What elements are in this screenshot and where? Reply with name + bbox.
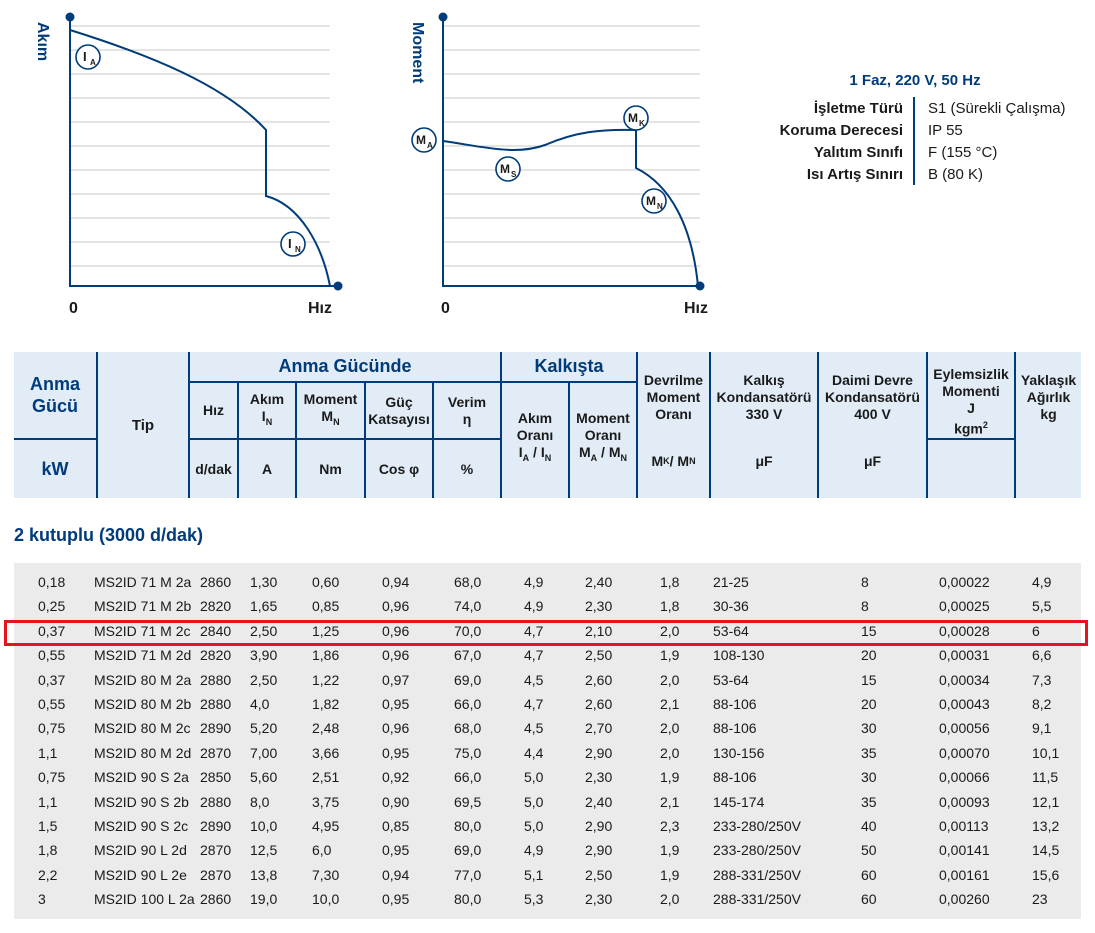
cell-moment-orani: 2,90 xyxy=(585,818,613,834)
cell-verim: 66,0 xyxy=(454,769,482,786)
cell-verim: 77,0 xyxy=(454,866,482,883)
cell-verim: 80,0 xyxy=(454,818,482,834)
cell-kalkis-kond: 30-36 xyxy=(713,598,749,615)
cell-cos-phi: 0,94 xyxy=(382,866,410,883)
cell-devrilme: 2,1 xyxy=(660,696,680,712)
cell-devrilme: 2,1 xyxy=(660,793,680,810)
cell-agirlik: 9,1 xyxy=(1032,720,1052,737)
cell-daimi-kond: 60 xyxy=(861,866,877,883)
cell-daimi-kond: 20 xyxy=(861,647,877,664)
spec-key: Koruma Derecesi xyxy=(779,121,903,139)
torque-y-axis-end xyxy=(439,13,448,22)
cell-kw: 0,37 xyxy=(38,671,66,688)
col-akim-unit: A xyxy=(261,460,273,477)
highlighted-row-frame xyxy=(4,620,1088,646)
cell-moment-orani: 2,50 xyxy=(585,866,613,883)
cell-verim: 67,0 xyxy=(454,647,482,664)
cell-hiz: 2880 xyxy=(200,696,232,712)
cell-kalkis-kond: 288-331/250V xyxy=(713,866,801,883)
col-verim-unit: % xyxy=(460,460,474,477)
cell-akim-orani: 4,9 xyxy=(524,598,544,615)
cell-akim: 2,50 xyxy=(250,622,278,639)
cell-cos-phi: 0,92 xyxy=(382,769,410,786)
spec-value: B (80 K) xyxy=(928,165,984,183)
cell-moment: 0,60 xyxy=(312,574,340,590)
cell-cos-phi: 0,95 xyxy=(382,891,410,908)
col-tip: Tip xyxy=(131,416,155,434)
cell-eylemsizlik: 0,00028 xyxy=(939,622,990,639)
cell-tip: MS2ID 100 L 2a xyxy=(94,891,195,908)
col-akim-orani-unit: $I_A / I_N$ xyxy=(518,443,552,463)
cell-kw: 1,5 xyxy=(38,818,58,834)
cell-agirlik: 13,2 xyxy=(1032,818,1060,834)
table-row xyxy=(14,856,1081,883)
col-moment-unit: Nm xyxy=(319,460,342,477)
cell-daimi-kond: 15 xyxy=(861,671,877,688)
cell-moment-orani: 2,30 xyxy=(585,891,613,908)
cell-tip: MS2ID 90 L 2d xyxy=(94,842,187,859)
spec-value: F (155 °C) xyxy=(928,143,998,161)
cell-agirlik: 11,5 xyxy=(1032,769,1059,786)
cell-kalkis-kond: 288-331/250V xyxy=(713,891,801,908)
cell-daimi-kond: 35 xyxy=(861,793,877,810)
col-devrilme-unit: M K / M N xyxy=(651,452,696,469)
cell-moment-orani: 2,30 xyxy=(585,769,613,786)
cell-tip: MS2ID 90 S 2a xyxy=(94,769,189,786)
cell-akim: 5,60 xyxy=(250,769,278,786)
cell-akim: 4,0 xyxy=(250,696,270,712)
cell-akim-orani: 5,1 xyxy=(524,866,544,883)
cell-agirlik: 6,6 xyxy=(1032,647,1052,664)
svg-text:M: M xyxy=(416,133,426,147)
spec-value: S1 (Sürekli Çalışma) xyxy=(928,99,1066,117)
col-agirlik-unit: kg xyxy=(1040,405,1057,422)
cell-cos-phi: 0,90 xyxy=(382,793,410,810)
cell-moment: 6,0 xyxy=(312,842,332,859)
spec-row xyxy=(760,97,1090,119)
cell-daimi-kond: 8 xyxy=(861,598,869,615)
cell-moment-orani: 2,10 xyxy=(585,622,613,639)
cell-agirlik: 6 xyxy=(1032,622,1040,639)
cell-agirlik: 8,2 xyxy=(1032,696,1052,712)
cell-daimi-kond: 50 xyxy=(861,842,877,859)
cell-akim-orani: 4,5 xyxy=(524,720,544,737)
cell-moment-orani: 2,60 xyxy=(585,696,613,712)
cell-kalkis-kond: 233-280/250V xyxy=(713,842,801,859)
cell-devrilme: 2,0 xyxy=(660,622,680,639)
cell-moment: 2,51 xyxy=(312,769,340,786)
cell-eylemsizlik: 0,00025 xyxy=(939,598,990,615)
col-verim xyxy=(434,383,500,438)
group-kalkista: Kalkışta xyxy=(534,356,604,376)
cell-akim-orani: 4,9 xyxy=(524,574,544,590)
mk-marker xyxy=(624,106,648,130)
data-table xyxy=(14,563,1081,919)
cell-daimi-kond: 8 xyxy=(861,574,869,590)
col-akim xyxy=(239,383,295,438)
cell-kw: 0,37 xyxy=(38,622,66,639)
cell-eylemsizlik: 0,00070 xyxy=(939,744,990,761)
cell-akim: 1,30 xyxy=(250,574,278,590)
col-verim-symbol: η xyxy=(462,410,472,427)
cell-eylemsizlik: 0,00260 xyxy=(939,891,990,908)
cell-verim: 69,0 xyxy=(454,671,482,688)
col-akim-label: Akım xyxy=(249,390,285,407)
cell-kalkis-kond: 88-106 xyxy=(713,696,757,712)
cell-agirlik: 7,3 xyxy=(1032,671,1052,688)
cell-akim: 8,0 xyxy=(250,793,270,810)
cell-moment: 7,30 xyxy=(312,866,340,883)
cell-devrilme: 1,9 xyxy=(660,647,680,664)
cell-agirlik: 15,6 xyxy=(1032,866,1060,883)
svg-text:A: A xyxy=(90,58,96,67)
col-hiz-unit: d/dak xyxy=(195,460,232,477)
cell-devrilme: 1,9 xyxy=(660,769,680,786)
current-chart xyxy=(34,13,343,318)
cell-cos-phi: 0,95 xyxy=(382,842,410,859)
current-y-title: Akım xyxy=(34,22,51,62)
cell-hiz: 2860 xyxy=(200,574,232,590)
cell-hiz: 2840 xyxy=(200,622,232,639)
spec-key: İşletme Türü xyxy=(813,99,903,117)
cell-moment: 3,75 xyxy=(312,793,340,810)
table-header xyxy=(14,352,1081,498)
cell-verim: 80,0 xyxy=(454,891,482,908)
cell-cos-phi: 0,96 xyxy=(382,622,410,639)
cell-akim: 7,00 xyxy=(250,744,278,761)
col-eylemsizlik-symbol: J xyxy=(967,400,975,417)
cell-kw: 3 xyxy=(38,891,46,908)
cell-akim: 5,20 xyxy=(250,720,278,737)
ma-marker xyxy=(412,128,436,152)
col-agirlik xyxy=(1016,366,1081,428)
cell-hiz: 2880 xyxy=(200,671,232,688)
cell-cos-phi: 0,96 xyxy=(382,647,410,664)
cell-eylemsizlik: 0,00093 xyxy=(939,793,990,810)
cell-moment-orani: 2,70 xyxy=(585,720,613,737)
svg-text:M: M xyxy=(646,194,656,208)
cell-cos-phi: 0,96 xyxy=(382,720,410,737)
cell-kalkis-kond: 145-174 xyxy=(713,793,765,810)
cell-agirlik: 14,5 xyxy=(1032,842,1060,859)
spec-row xyxy=(760,141,1090,163)
cell-agirlik: 12,1 xyxy=(1032,793,1060,810)
cell-tip: MS2ID 71 M 2b xyxy=(94,598,192,615)
group-anma-gucunde: Anma Gücünde xyxy=(278,356,412,376)
col-eylemsizlik xyxy=(928,366,1014,438)
cell-cos-phi: 0,85 xyxy=(382,818,410,834)
col-agirlik-label: Yaklaşık Ağırlık xyxy=(1020,371,1077,405)
cell-kw: 0,18 xyxy=(38,574,66,590)
current-x-axis-end xyxy=(334,282,343,291)
cell-devrilme: 2,0 xyxy=(660,891,680,908)
cell-akim-orani: 4,5 xyxy=(524,671,544,688)
cell-akim: 1,65 xyxy=(250,598,278,615)
cell-tip: MS2ID 90 S 2c xyxy=(94,818,189,834)
col-kalkis-kondansatoru: Kalkış Kondansatörü 330 V xyxy=(716,371,812,422)
cell-tip: MS2ID 71 M 2c xyxy=(94,622,191,639)
cell-devrilme: 2,0 xyxy=(660,671,680,688)
cell-agirlik: 23 xyxy=(1032,891,1048,908)
cell-eylemsizlik: 0,00043 xyxy=(939,696,990,712)
cell-agirlik: 10,1 xyxy=(1032,744,1060,761)
table-row xyxy=(14,685,1081,712)
cell-kalkis-kond: 130-156 xyxy=(713,744,765,761)
cell-devrilme: 2,0 xyxy=(660,720,680,737)
cell-tip: MS2ID 80 M 2a xyxy=(94,671,192,688)
cell-hiz: 2850 xyxy=(200,769,232,786)
cell-kalkis-kond: 53-64 xyxy=(713,671,749,688)
cell-akim: 10,0 xyxy=(250,818,278,834)
cell-moment-orani: 2,40 xyxy=(585,793,613,810)
ms-marker xyxy=(496,157,520,181)
cell-moment: 10,0 xyxy=(312,891,340,908)
cell-moment-orani: 2,40 xyxy=(585,574,613,590)
cell-kw: 1,1 xyxy=(38,744,58,761)
cell-akim: 12,5 xyxy=(250,842,278,859)
cell-akim-orani: 4,7 xyxy=(524,622,544,639)
cell-kalkis-kond: 21-25 xyxy=(713,574,749,590)
cell-eylemsizlik: 0,00113 xyxy=(939,818,989,834)
cell-hiz: 2890 xyxy=(200,818,232,834)
cell-eylemsizlik: 0,00031 xyxy=(939,647,990,664)
cell-tip: MS2ID 80 M 2b xyxy=(94,696,192,712)
cell-devrilme: 1,8 xyxy=(660,574,680,590)
cell-akim-orani: 4,4 xyxy=(524,744,544,761)
svg-text:K: K xyxy=(639,119,645,128)
cell-devrilme: 2,3 xyxy=(660,818,680,834)
col-kw-unit: kW xyxy=(41,458,69,479)
col-eylemsizlik-label: Eylemsizlik Momenti xyxy=(933,366,1009,400)
cell-moment: 1,25 xyxy=(312,622,340,639)
spec-title: 1 Faz, 220 V, 50 Hz xyxy=(849,72,981,89)
in-marker xyxy=(281,232,305,256)
spec-key: Isı Artış Sınırı xyxy=(806,165,903,183)
cell-eylemsizlik: 0,00056 xyxy=(939,720,990,737)
cell-cos-phi: 0,95 xyxy=(382,744,410,761)
cell-daimi-kond: 30 xyxy=(861,769,877,786)
cell-moment-orani: 2,30 xyxy=(585,598,613,615)
cell-moment: 1,82 xyxy=(312,696,340,712)
section-title: 2 kutuplu (3000 d/dak) xyxy=(14,525,204,545)
cell-verim: 70,0 xyxy=(454,622,482,639)
table-row xyxy=(14,709,1081,737)
cell-devrilme: 1,8 xyxy=(660,598,680,615)
cell-kw: 0,75 xyxy=(38,720,66,737)
col-daimi-kondansatoru: Daimi Devre Kondansatörü 400 V xyxy=(825,371,920,422)
col-moment-symbol: $M_N$ xyxy=(321,407,340,427)
svg-text:S: S xyxy=(511,170,517,179)
col-devrilme: Devrilme Moment Oranı xyxy=(643,371,704,422)
cell-moment-orani: 2,50 xyxy=(585,647,613,664)
cell-tip: MS2ID 80 M 2d xyxy=(94,744,192,761)
svg-text:I: I xyxy=(83,49,87,64)
cell-moment: 0,85 xyxy=(312,598,340,615)
cell-cos-phi: 0,94 xyxy=(382,574,410,590)
cell-eylemsizlik: 0,00161 xyxy=(939,866,990,883)
cell-kalkis-kond: 88-106 xyxy=(713,769,757,786)
cell-hiz: 2820 xyxy=(200,598,232,615)
svg-text:N: N xyxy=(657,202,663,211)
col-hiz: Hız xyxy=(203,402,224,418)
cell-daimi-kond: 30 xyxy=(861,720,877,737)
cell-akim-orani: 5,3 xyxy=(524,891,544,908)
cell-verim: 69,0 xyxy=(454,842,482,859)
table-row xyxy=(14,587,1081,615)
cell-kw: 1,8 xyxy=(38,842,58,859)
cell-moment: 4,95 xyxy=(312,818,340,834)
cell-kw: 0,55 xyxy=(38,696,66,712)
table-row xyxy=(14,880,1081,908)
col-anma-gucu: Anma Gücü xyxy=(29,374,80,416)
cell-cos-phi: 0,95 xyxy=(382,696,410,712)
col-moment xyxy=(297,383,364,438)
cell-akim-orani: 5,0 xyxy=(524,769,544,786)
cell-akim: 19,0 xyxy=(250,891,278,908)
table-row xyxy=(14,661,1081,688)
cell-daimi-kond: 15 xyxy=(861,622,877,639)
mn-marker xyxy=(642,189,666,213)
cell-kalkis-kond: 108-130 xyxy=(713,647,765,664)
cell-daimi-kond: 60 xyxy=(861,891,877,908)
cell-verim: 74,0 xyxy=(454,598,482,615)
cell-tip: MS2ID 90 S 2b xyxy=(94,793,189,810)
cell-verim: 68,0 xyxy=(454,720,482,737)
cell-kw: 0,25 xyxy=(38,598,66,615)
cell-hiz: 2890 xyxy=(200,720,232,737)
cell-akim-orani: 4,7 xyxy=(524,647,544,664)
cell-akim-orani: 5,0 xyxy=(524,818,544,834)
cell-kw: 2,2 xyxy=(38,866,58,883)
svg-text:A: A xyxy=(427,141,433,150)
col-guc-unit: Cos φ xyxy=(378,460,420,477)
svg-text:I: I xyxy=(288,236,292,251)
cell-hiz: 2870 xyxy=(200,842,232,859)
cell-akim: 13,8 xyxy=(250,866,278,883)
cell-kalkis-kond: 88-106 xyxy=(713,720,757,737)
cell-daimi-kond: 40 xyxy=(861,818,877,834)
cell-devrilme: 1,9 xyxy=(660,866,680,883)
cell-verim: 68,0 xyxy=(454,574,482,590)
col-eylemsizlik-unit: kgm$^2$ xyxy=(954,420,988,437)
cell-eylemsizlik: 0,00034 xyxy=(939,671,990,688)
cell-kalkis-kond: 233-280/250V xyxy=(713,818,801,834)
table-row xyxy=(14,563,1081,590)
cell-devrilme: 2,0 xyxy=(660,744,680,761)
torque-x-title: Hız xyxy=(684,300,708,317)
cell-verim: 75,0 xyxy=(454,744,482,761)
cell-akim-orani: 4,7 xyxy=(524,696,544,712)
svg-text:M: M xyxy=(500,162,510,176)
cell-devrilme: 1,9 xyxy=(660,842,680,859)
spec-value: IP 55 xyxy=(928,121,963,139)
table-row xyxy=(14,734,1081,761)
cell-akim-orani: 4,9 xyxy=(524,842,544,859)
cell-tip: MS2ID 90 L 2e xyxy=(94,866,187,883)
cell-kalkis-kond: 53-64 xyxy=(713,622,749,639)
cell-tip: MS2ID 71 M 2a xyxy=(94,574,192,590)
cell-eylemsizlik: 0,00066 xyxy=(939,769,990,786)
cell-verim: 66,0 xyxy=(454,696,482,712)
spec-row xyxy=(760,163,1090,185)
table-row xyxy=(14,831,1081,859)
torque-y-title: Moment xyxy=(409,22,426,84)
ia-marker xyxy=(76,45,100,69)
current-gridlines xyxy=(70,26,330,266)
cell-tip: MS2ID 71 M 2d xyxy=(94,647,192,664)
curve-charts xyxy=(0,0,760,340)
cell-moment-orani: 2,90 xyxy=(585,744,613,761)
header-divider xyxy=(926,438,1014,440)
col-akim-orani-label: Akım Oranı xyxy=(516,409,554,443)
spec-key: Yalıtım Sınıfı xyxy=(813,143,903,161)
spec-row xyxy=(760,119,1090,141)
col-kalkis-unit: μF xyxy=(755,452,773,469)
cell-agirlik: 4,9 xyxy=(1032,574,1052,590)
col-moment-orani-label: Moment Oranı xyxy=(576,409,630,443)
cell-cos-phi: 0,97 xyxy=(382,671,410,688)
cell-moment: 1,22 xyxy=(312,671,340,688)
cell-daimi-kond: 35 xyxy=(861,744,877,761)
current-x-origin: 0 xyxy=(69,300,78,317)
cell-eylemsizlik: 0,00022 xyxy=(939,574,990,590)
cell-moment-orani: 2,60 xyxy=(585,671,613,688)
current-y-axis-end xyxy=(66,13,75,22)
col-akim-orani xyxy=(502,408,568,468)
cell-kw: 1,1 xyxy=(38,793,58,810)
col-akim-symbol: $I_N$ xyxy=(261,407,273,427)
cell-hiz: 2880 xyxy=(200,793,232,810)
current-x-title: Hız xyxy=(308,300,332,317)
cell-akim: 3,90 xyxy=(250,647,278,664)
cell-akim-orani: 5,0 xyxy=(524,793,544,810)
cell-hiz: 2870 xyxy=(200,866,232,883)
cell-daimi-kond: 20 xyxy=(861,696,877,712)
cell-eylemsizlik: 0,00141 xyxy=(939,842,990,859)
cell-hiz: 2870 xyxy=(200,744,232,761)
cell-moment-orani: 2,90 xyxy=(585,842,613,859)
cell-kw: 0,55 xyxy=(38,647,66,664)
cell-akim: 2,50 xyxy=(250,671,278,688)
col-moment-orani-unit: $M_A / M_N$ xyxy=(578,443,627,463)
cell-cos-phi: 0,96 xyxy=(382,598,410,615)
cell-verim: 69,5 xyxy=(454,793,482,810)
svg-text:M: M xyxy=(628,111,638,125)
svg-text:N: N xyxy=(295,245,301,254)
cell-moment: 2,48 xyxy=(312,720,340,737)
col-daimi-unit: μF xyxy=(863,452,882,469)
col-guc-katsayisi: Güç Katsayısı xyxy=(368,393,430,427)
cell-hiz: 2820 xyxy=(200,647,232,664)
torque-chart xyxy=(409,13,708,318)
table-row xyxy=(14,807,1081,834)
col-moment-orani xyxy=(570,408,636,468)
cell-moment: 3,66 xyxy=(312,744,340,761)
spec-block xyxy=(760,72,1090,185)
cell-hiz: 2860 xyxy=(200,891,232,908)
cell-tip: MS2ID 80 M 2c xyxy=(94,720,191,737)
table-row xyxy=(14,758,1081,786)
col-verim-label: Verim xyxy=(447,393,487,410)
cell-kw: 0,75 xyxy=(38,769,66,786)
table-row xyxy=(14,783,1081,810)
col-moment-label: Moment xyxy=(303,390,358,407)
torque-x-origin: 0 xyxy=(441,300,450,317)
cell-moment: 1,86 xyxy=(312,647,340,664)
cell-agirlik: 5,5 xyxy=(1032,598,1052,615)
